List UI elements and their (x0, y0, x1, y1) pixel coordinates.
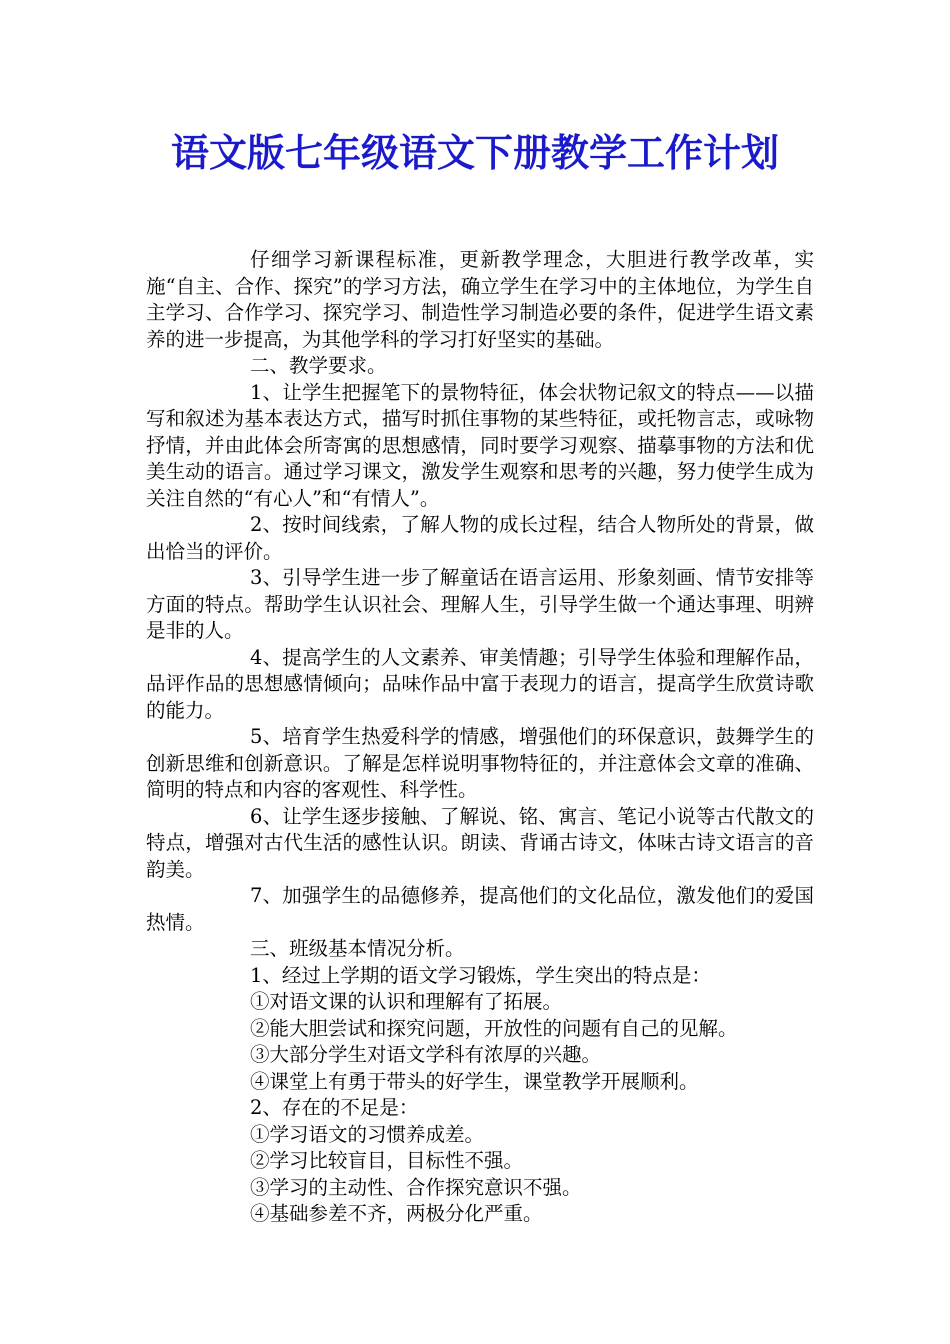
weakness-item-3: ③学习的主动性、合作探究意识不强。 (250, 1175, 582, 1199)
requirement-item-1: 1、让学生把握笔下的景物特征，体会状物记叙文的特点——以描写和叙述为基本表达方式，描写时抓住事物的某些特征，或托物言志，或咏物抒情，并由此体会所寄寓的思想感情，同时要学习观察、描摹事物的方法和优美生动的语言。通过学习课文，激发学生观察和思考的兴趣，努力使学生成为关注自然的“有心人”和“有情人”。 (146, 380, 814, 510)
strength-item-1: ①对语文课的认识和理解有了拓展。 (250, 990, 563, 1013)
section-heading-class-analysis: 三、班级基本情况分析。 (250, 937, 465, 960)
analysis-strengths-heading: 1、经过上学期的语文学习锻炼，学生突出的特点是： (250, 963, 711, 987)
document-body (146, 247, 814, 1228)
requirement-item-2: 2、按时间线索，了解人物的成长过程，结合人物所处的背景，做出恰当的评价。 (146, 513, 814, 563)
weakness-item-4: ④基础参差不齐，两极分化严重。 (250, 1202, 543, 1225)
strength-item-4: ④课堂上有勇于带头的好学生，课堂教学开展顺利。 (250, 1069, 699, 1093)
requirement-item-3: 3、引导学生进一步了解童话在语言运用、形象刻画、情节安排等方面的特点。帮助学生认识社会、理解人生，引导学生做一个通达事理、明辨是非的人。 (146, 566, 814, 642)
requirement-item-6: 6、让学生逐步接触、了解说、铭、寓言、笔记小说等古代散文的特点，增强对古代生活的感性认识。朗读、背诵古诗文，体味古诗文语言的音韵美。 (146, 804, 814, 881)
requirement-item-5: 5、培育学生热爱科学的情感，增强他们的环保意识，鼓舞学生的创新思维和创新意识。了解是怎样说明事物特征的，并注意体会文章的准确、简明的特点和内容的客观性、科学性。 (146, 725, 814, 801)
paragraph-intro: 仔细学习新课程标准，更新教学理念，大胆进行教学改革，实施“自主、合作、探究”的学习方法，确立学生在学习中的主体地位，为学生自主学习、合作学习、探究学习、制造性学习制造必要的条件，促进学生语文素养的进一步提高，为其他学科的学习打好坚实的基础。 (146, 248, 814, 351)
requirement-item-7: 7、加强学生的品德修养，提高他们的文化品位，激发他们的爱国热情。 (146, 884, 814, 934)
strength-item-3: ③大部分学生对语文学科有浓厚的兴趣。 (250, 1043, 602, 1066)
document-title: 语文版七年级语文下册教学工作计划 (170, 130, 779, 175)
strength-item-2: ②能大胆尝试和探究问题，开放性的问题有自己的见解。 (250, 1016, 738, 1040)
section-heading-requirements: 二、教学要求。 (250, 354, 387, 377)
requirement-item-4: 4、提高学生的人文素养、审美情趣；引导学生体验和理解作品，品评作品的思想感情倾向；品味作品中富于表现力的语言，提高学生欣赏诗歌的能力。 (146, 645, 814, 722)
weakness-item-2: ②学习比较盲目，目标性不强。 (250, 1149, 524, 1172)
weakness-item-1: ①学习语文的习惯养成差。 (250, 1122, 485, 1146)
analysis-weaknesses-heading: 2、存在的不足是： (250, 1096, 419, 1119)
